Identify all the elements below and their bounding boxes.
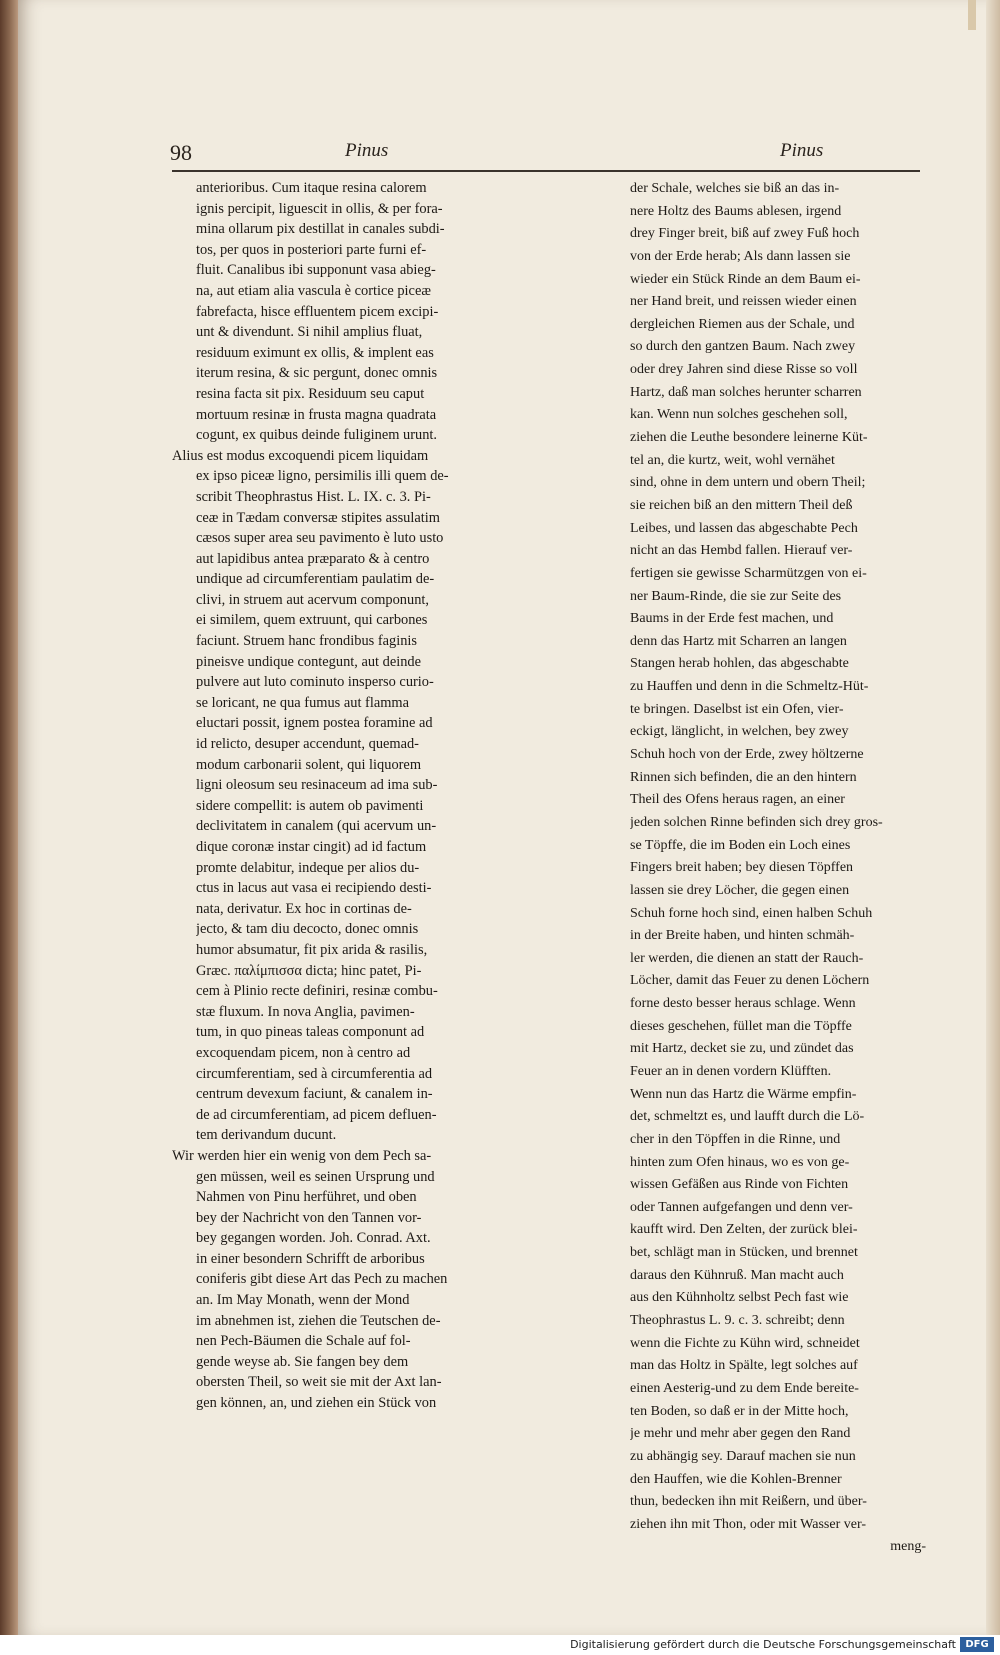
text-line: gende weyse ab. Sie fangen bey dem [196, 1353, 409, 1370]
text-line: fluit. Canalibus ibi supponunt vasa abieg- [196, 262, 436, 279]
text-line: te bringen. Daselbst ist ein Ofen, vier- [630, 701, 844, 717]
text-line: kaufft wird. Den Zelten, der zurück blei- [630, 1222, 858, 1238]
text-line: Löcher, damit das Feuer zu denen Löchern [630, 973, 870, 989]
footer-credit: Digitalisierung gefördert durch die Deutsche Forschungsgemeinschaft [570, 1638, 956, 1651]
text-line: Wenn nun das Hartz die Wärme empfin- [630, 1086, 857, 1102]
text-line: humor absumatur, fit pix arida & rasilis, [196, 941, 428, 958]
text-line: nere Holtz des Baums ablesen, irgend [630, 203, 842, 219]
text-line: pulvere aut luto cominuto insperso curio- [196, 674, 434, 691]
text-line: dieses geschehen, füllet man die Töpffe [630, 1018, 852, 1034]
text-line: cæsos super area seu pavimento è luto usto [196, 530, 444, 547]
text-line: hinten zum Ofen hinaus, wo es von ge- [630, 1154, 850, 1170]
text-line: modum carbonarii solent, qui liquorem [196, 756, 422, 773]
text-line: fertigen sie gewisse Scharmützgen von ei- [630, 565, 867, 581]
text-line: de ad circumferentiam, ad picem defluen- [196, 1106, 437, 1123]
text-line: bey gegangen worden. Joh. Conrad. Axt. [196, 1230, 431, 1247]
catchword: meng- [890, 1539, 926, 1555]
text-line: mit Hartz, decket sie zu, und zündet das [630, 1041, 854, 1057]
text-line: den Hauffen, wie die Kohlen-Brenner [630, 1471, 842, 1487]
text-line: ten Boden, so daß er in der Mitte hoch, [630, 1403, 849, 1419]
text-line: Theophrastus L. 9. c. 3. schreibt; denn [630, 1313, 845, 1329]
text-line: von der Erde herab; Als dann lassen sie [630, 248, 851, 264]
text-line: Leibes, und lassen das abgeschabte Pech [630, 520, 858, 536]
text-line: unt & divendunt. Si nihil amplius fluat, [196, 324, 423, 341]
text-line: jeden solchen Rinne befinden sich drey gros- [630, 814, 883, 830]
running-head-right: Pinus [780, 140, 824, 161]
text-line: aut lapidibus antea præparato & à centro [196, 550, 430, 567]
text-line: ziehen die Leuthe besondere leinerne Küt- [630, 430, 868, 446]
left-text-column [172, 178, 568, 1414]
text-line: stæ fluxum. In nova Anglia, pavimen- [196, 1003, 415, 1020]
text-line: je mehr und mehr aber gegen den Rand [630, 1426, 851, 1442]
text-line: thun, bedecken ihn mit Reißern, und über- [630, 1494, 867, 1510]
text-line: wissen Gefäßen aus Rinde von Fichten [630, 1177, 849, 1193]
text-line: oder Tannen aufgefangen und denn ver- [630, 1199, 853, 1215]
text-line: id relicto, desuper accendunt, quemad- [196, 736, 419, 753]
text-line: forne desto besser heraus schlage. Wenn [630, 996, 856, 1012]
text-line: ceæ in Tædam conversæ stipites assulatim [196, 509, 440, 526]
text-line: sidere compellit: is autem ob pavimenti [196, 797, 424, 814]
text-line: denn das Hartz mit Scharren an langen [630, 633, 847, 649]
text-line: dergleichen Riemen aus der Schale, und [630, 316, 855, 332]
text-line: det, schmeltzt es, und laufft durch die Lö- [630, 1109, 865, 1125]
text-line: mortuum resinæ in frusta magna quadrata [196, 406, 437, 423]
text-line: mina ollarum pix destillat in canales subdi- [196, 221, 445, 238]
text-line: cem à Plinio recte definiri, resinæ combu- [196, 983, 438, 1000]
text-line: ner Hand breit, und reissen wieder einen [630, 294, 857, 310]
text-line: Schuh forne hoch sind, einen halben Schuh [630, 905, 873, 921]
text-line: obersten Theil, so weit sie mit der Axt lan- [196, 1374, 442, 1391]
text-line: Hartz, daß man solches herunter scharren [630, 384, 862, 400]
text-line: gen müssen, weil es seinen Ursprung und [196, 1168, 435, 1185]
text-line: aus den Kühnholtz selbst Pech fast wie [630, 1290, 849, 1306]
page-fold-mark [968, 0, 976, 30]
text-line: tos, per quos in posteriori parte furni ef- [196, 241, 427, 258]
text-line: Græc. παλίμπισσα dicta; hinc patet, Pi- [196, 962, 422, 979]
right-text-column [630, 178, 926, 1559]
text-line: na, aut etiam alia vascula è cortice piceæ [196, 282, 431, 299]
text-line: jecto, & tam diu decocto, donec omnis [196, 921, 419, 938]
text-line: Rinnen sich befinden, die an den hintern [630, 769, 857, 785]
text-line: ziehen ihn mit Thon, oder mit Wasser ver- [630, 1516, 867, 1532]
text-line: wenn die Fichte zu Kühn wird, schneidet [630, 1335, 860, 1351]
text-line: nata, derivatur. Ex hoc in cortinas de- [196, 900, 412, 917]
text-line: tel an, die kurtz, weit, wohl vernähet [630, 452, 835, 468]
text-line: Theil des Ofens heraus ragen, an einer [630, 792, 845, 808]
page-edge [986, 0, 1000, 1635]
text-line: tum, in quo pineas taleas componunt ad [196, 1024, 425, 1041]
text-line: im abnehmen ist, ziehen die Teutschen de- [196, 1312, 441, 1329]
text-line: Nahmen von Pinu herführet, und oben [196, 1189, 417, 1206]
text-line: coniferis gibt diese Art das Pech zu machen [196, 1271, 448, 1288]
text-line: zu abhängig sey. Darauf machen sie nun [630, 1448, 856, 1464]
text-line: Alius est modus excoquendi picem liquidam [172, 447, 429, 464]
text-line: ner Baum-Rinde, die sie zur Seite des [630, 588, 842, 604]
text-line: pineisve undique contegunt, aut deinde [196, 653, 421, 670]
text-line: residuum eximunt ex ollis, & implent eas [196, 344, 434, 361]
text-line: gen können, an, und ziehen ein Stück von [196, 1395, 437, 1412]
text-line: kan. Wenn nun solches geschehen soll, [630, 407, 848, 423]
text-line: iterum resina, & sic pergunt, donec omnis [196, 365, 438, 382]
text-line: in der Breite haben, und hinten schmäh- [630, 928, 855, 944]
text-line: faciunt. Struem hanc frondibus faginis [196, 633, 418, 650]
text-line: nen Pech-Bäumen die Schale auf fol- [196, 1333, 411, 1350]
text-line: promte delabitur, indeque per alios du- [196, 859, 420, 876]
text-line: bey der Nachricht von den Tannen vor- [196, 1209, 422, 1226]
text-line: oder drey Jahren sind diese Risse so voll [630, 362, 858, 378]
text-line: Fingers breit haben; bey diesen Töpffen [630, 860, 854, 876]
text-line: man das Holtz in Spälte, legt solches auf [630, 1358, 858, 1374]
text-line: cogunt, ex quibus deinde fuliginem urunt. [196, 427, 438, 444]
text-line: der Schale, welches sie biß an das in- [630, 181, 840, 196]
text-line: Stangen herab hohlen, das abgeschabte [630, 656, 849, 672]
text-line: centrum devexum faciunt, & canalem in- [196, 1086, 433, 1103]
text-line: ler werden, die dienen an statt der Rauch- [630, 950, 864, 966]
text-line: in einer besondern Schrifft de arboribus [196, 1250, 425, 1267]
text-line: so durch den gantzen Baum. Nach zwey [630, 339, 856, 355]
text-line: einen Aesterig-und zu dem Ende bereite- [630, 1380, 859, 1396]
text-line: Wir werden hier ein wenig von dem Pech sa- [172, 1147, 432, 1164]
text-line: wieder ein Stück Rinde an dem Baum ei- [630, 271, 861, 287]
text-line: circumferentiam, sed à circumferentia ad [196, 1065, 433, 1082]
text-line: daraus den Kühnruß. Man macht auch [630, 1267, 844, 1283]
text-line: resina facta sit pix. Residuum seu caput [196, 385, 425, 402]
text-line: drey Finger breit, biß auf zwey Fuß hoch [630, 226, 860, 242]
text-line: sie reichen biß an den mittern Theil deß [630, 497, 853, 513]
text-line: scribit Theophrastus Hist. L. IX. c. 3. Pi- [196, 488, 431, 505]
text-line: undique ad circumferentiam paulatim de- [196, 571, 435, 588]
page-number: 98 [170, 140, 192, 165]
header-rule [172, 170, 920, 172]
text-line: bet, schlägt man in Stücken, und brennet [630, 1245, 858, 1261]
text-line: eluctari possit, ignem postea foramine ad [196, 715, 433, 732]
text-line: anterioribus. Cum itaque resina calorem [196, 180, 427, 196]
text-line: clivi, in struem aut acervum componunt, [196, 591, 429, 608]
text-line: lassen sie drey Löcher, die gegen einen [630, 882, 850, 898]
text-line: zu Hauffen und denn in die Schmeltz-Hüt- [630, 679, 869, 695]
text-line: ctus in lacus aut vasa ei recipiendo desti- [196, 880, 432, 897]
text-line: se Töpffe, die im Boden ein Loch eines [630, 837, 851, 853]
text-line: ligni oleosum seu resinaceum ad ima sub- [196, 777, 438, 794]
text-line: cher in den Töpffen in die Rinne, und [630, 1131, 841, 1147]
text-line: an. Im May Monath, wenn der Mond [196, 1292, 410, 1309]
running-head-left: Pinus [345, 140, 389, 161]
dfg-logo: DFG [960, 1637, 994, 1652]
text-line: nicht an das Hembd fallen. Hierauf ver- [630, 543, 853, 559]
text-line: ei similem, quem extruunt, qui carbones [196, 612, 428, 629]
text-line: Schuh hoch von der Erde, zwey höltzerne [630, 747, 864, 763]
text-line: fabrefacta, hisce effluentem picem excipi- [196, 303, 439, 320]
text-line: eckigt, länglicht, in welchen, bey zwey [630, 724, 849, 740]
text-line: se loricant, ne qua fumus aut flamma [196, 694, 409, 711]
text-line: tem derivandum ducunt. [196, 1127, 337, 1144]
text-line: sind, ohne in dem untern und obern Theil; [630, 475, 866, 491]
text-line: ex ipso piceæ ligno, persimilis illi quem de- [196, 468, 449, 485]
text-line: declivitatem in canalem (qui acervum un- [196, 818, 437, 835]
text-line: Baums in der Erde fest machen, und [630, 611, 834, 627]
text-line: dique coronæ instar cingit) ad id factum [196, 839, 427, 855]
text-line: excoquendam picem, non à centro ad [196, 1044, 411, 1061]
text-line: ignis percipit, liguescit in ollis, & per fora- [196, 200, 443, 217]
text-line: Feuer an in denen vordern Klüfften. [630, 1063, 832, 1079]
